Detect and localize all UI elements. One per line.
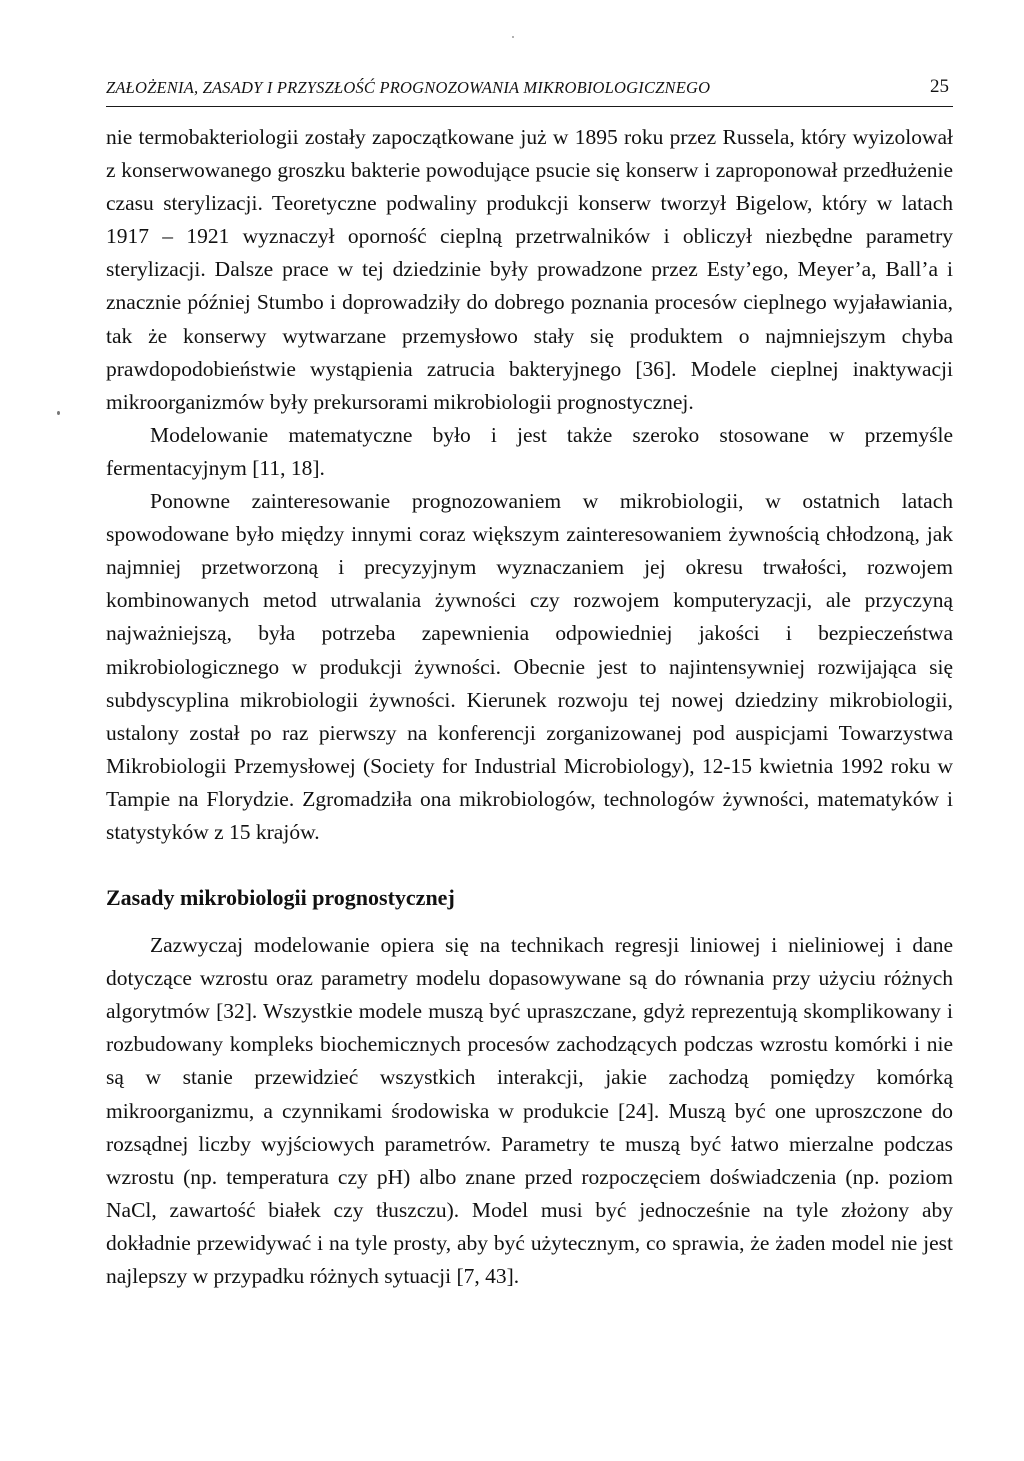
paragraph: Ponowne zainteresowanie prognozowaniem w mikrobiologii, w ostatnich latach spowodowane było między innymi coraz większym zainteresowaniem żywnością chłodzoną, jak najmniej przetworzoną i precyzyjnym wyznaczaniem jej okresu trwałości, rozwojem kombinowanych metod utrwalania żywności czy rozwojem komputeryzacji, ale przyczyną najważniejszą, była potrzeba zapewnienia odpowiedniej jakości i bezpieczeństwa mikrobiologicznego w produkcji żywności. Obecnie jest to najintensywniej rozwijająca się subdyscyplina mikrobiologii żywności. Kierunek rozwoju tej nowej dziedziny mikrobiologii, ustalony został po raz pierwszy na konferencji zorganizowanej pod auspicjami Towarzystwa Mikrobiologii Przemysłowej (Society for Industrial Microbiology), 12-15 kwietnia 1992 roku w Tampie na Florydzie. Zgromadziła ona mikrobiologów, technologów żywności, matematyków i statystyków z 15 krajów. [106, 489, 953, 844]
paragraph-continuation: nie termobakteriologii zostały zapoczątkowane już w 1895 roku przez Russela, który wyizolował z konserwowanego groszku bakterie powodujące psucie się konserw i zaproponował przedłużenie czasu sterylizacji. Teoretyczne podwaliny produkcji konserw tworzył Bigelow, który w latach 1917 – 1921 wyznaczył oporność cieplną przetrwalników i obliczył niezbędne parametry sterylizacji. Dalsze prace w tej dziedzinie były prowadzone przez Esty’ego, Meyer’a, Ball’a i znacznie później Stumbo i doprowadziły do dobrego poznania procesów cieplnego wyjaławiania, tak że konserwy wytwarzane przemysłowo stały się produktem o najmniejszym chyba prawdopodobieństwie wystąpienia zatrucia bakteryjnego [36]. Modele cieplnej inaktywacji mikroorganizmów były prekursorami mikrobiologii prognostycznej. [106, 125, 953, 414]
body-text [106, 121, 953, 1293]
scan-speck [57, 411, 60, 415]
paragraph: Modelowanie matematyczne było i jest także szeroko stosowane w przemyśle fermentacyjnym [11, 18]. [106, 422, 953, 480]
paragraph: Zazwyczaj modelowanie opiera się na technikach regresji liniowej i nieliniowej i dane dotyczące wzrostu oraz parametry modelu dopasowywane są do równania przy użyciu różnych algorytmów [32]. Wszystkie modele muszą być upraszczane, gdyż reprezentują skomplikowany i rozbudowany kompleks biochemicznych procesów zachodzących podczas wzrostu komórki i nie są w stanie przewidzieć wszystkich interakcji, jakie zachodzą pomiędzy komórką mikroorganizmu, a czynnikami środowiska w produkcie [24]. Muszą być one uproszczone do rozsądnej liczby wyjściowych parametrów. Parametry te muszą być łatwo mierzalne podczas wzrostu (np. temperatura czy pH) albo znane przed rozpoczęciem doświadczenia (np. poziom NaCl, zawartość białek czy tłuszczu). Model musi być jednocześnie na tyle złożony aby dokładnie przewidywać i na tyle prosty, aby być użytecznym, co sprawia, że żaden model nie jest najlepszy w przypadku różnych sytuacji [7, 43]. [106, 933, 953, 1288]
scan-speck [512, 36, 514, 38]
section-heading: Zasady mikrobiologii prognostycznej [106, 885, 455, 911]
document-page [106, 72, 953, 1293]
running-header-title: ZAŁOŻENIA, ZASADY I PRZYSZŁOŚĆ PROGNOZOWANIA MIKROBIOLOGICZNEGO [106, 78, 711, 97]
page-number: 25 [930, 76, 949, 97]
running-header [106, 72, 953, 107]
